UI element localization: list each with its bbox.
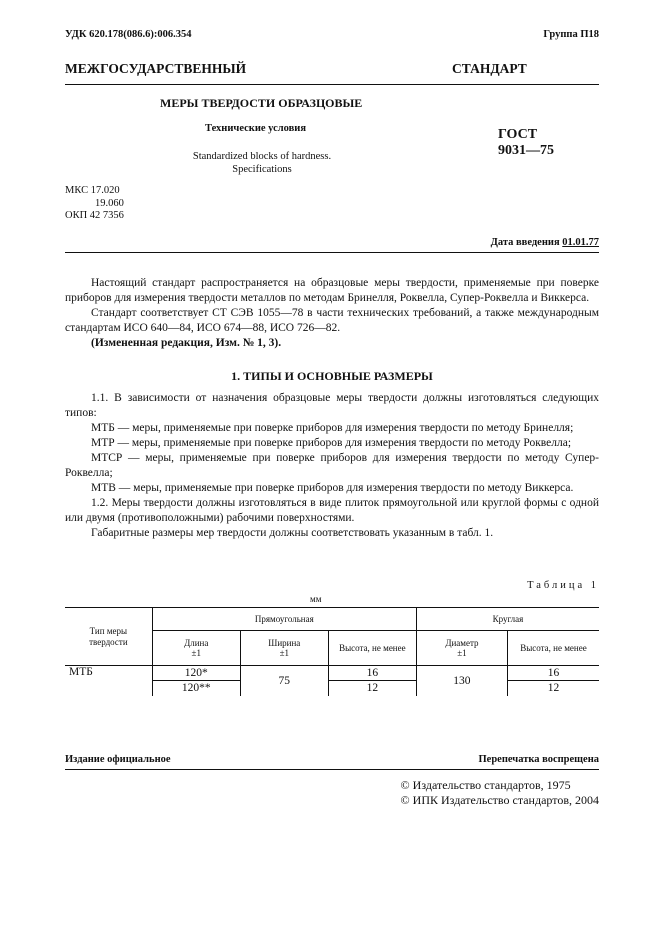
type-mtv: МТВ — меры, применяемые при поверке приборов для измерения твердости по методу Виккерса.	[91, 482, 574, 494]
cell-width: 75	[240, 666, 328, 696]
intro-edition-note: (Измененная редакция, Изм. № 1, 3).	[91, 337, 282, 349]
classification-codes	[65, 185, 124, 223]
effective-date	[491, 237, 599, 248]
effective-date-label: Дата введения	[490, 237, 560, 248]
effective-date-value: 01.01.77	[562, 237, 599, 248]
intro-paragraph-compliance: Стандарт соответствует СТ СЭВ 1055—78 в части технических требований, а также международным стандартам ИСО 640—84, ИСО 674—88, ИСО 726—82.	[65, 307, 599, 334]
gost-designation	[498, 127, 554, 159]
cell-height-1: 16	[328, 666, 416, 681]
english-title-line1: Standardized blocks of hardness.	[192, 151, 332, 162]
english-title	[182, 150, 342, 176]
copyright-1975: © Издательство стандартов, 1975	[400, 778, 571, 792]
standard-banner	[65, 61, 599, 77]
header-round: Круглая	[416, 608, 599, 631]
cell-round-height-1: 16	[507, 666, 599, 681]
header-length: Длина ±1	[152, 631, 240, 666]
intro-text	[65, 276, 599, 351]
reprint-prohibited: Перепечатка воспрещена	[478, 754, 599, 765]
dimensions-table	[65, 607, 599, 696]
cell-type: МТБ	[69, 666, 93, 678]
cell-length-1: 120*	[152, 666, 240, 681]
type-mtsr: МТСР — меры, применяемые при поверке приборов для измерения твердости по методу Супер-Роквелла;	[65, 452, 599, 479]
table-unit: мм	[310, 594, 322, 604]
clause-1-2: 1.2. Меры твердости должны изготовляться в виде плиток прямоугольной или круглой формы с одной или двумя (противоположными) рабочими поверхностями.	[65, 497, 599, 524]
copyright-2004: © ИПК Издательство стандартов, 2004	[400, 793, 599, 807]
header-rectangular: Прямоугольная	[152, 608, 416, 631]
cell-height-2: 12	[328, 681, 416, 696]
english-title-line2: Specifications	[232, 164, 292, 175]
header-rule	[65, 84, 599, 85]
section-heading: 1. ТИПЫ И ОСНОВНЫЕ РАЗМЕРЫ	[231, 369, 433, 383]
copyright-block	[401, 778, 599, 808]
header-height: Высота, не менее	[328, 631, 416, 666]
section-text	[65, 391, 599, 541]
dimensions-note: Габаритные размеры мер твердости должны соответствовать указанным в табл. 1.	[91, 527, 494, 539]
header-round-height: Высота, не менее	[507, 631, 599, 666]
gost-label: ГОСТ	[498, 127, 538, 142]
date-rule	[65, 252, 599, 253]
mks-code-1: МКС 17.020	[65, 185, 120, 196]
group-code: Группа П18	[543, 29, 599, 40]
udk-code: УДК 620.178(086.6):006.354	[65, 29, 192, 40]
mks-code-2: 19.060	[95, 197, 124, 209]
table-row	[65, 666, 599, 681]
banner-word-standard: СТАНДАРТ	[452, 61, 527, 76]
header-diameter: Диаметр ±1	[416, 631, 507, 666]
official-edition: Издание официальное	[65, 754, 171, 765]
okp-code: ОКП 42 7356	[65, 210, 124, 221]
type-mtb: МТБ — меры, применяемые при поверке приборов для измерения твердости по методу Бринелля;	[91, 422, 574, 434]
gost-number: 9031—75	[498, 143, 554, 158]
cell-diameter: 130	[416, 666, 507, 696]
cell-round-height-2: 12	[507, 681, 599, 696]
footer-rule	[65, 769, 599, 770]
cell-length-2: 120**	[152, 681, 240, 696]
type-mtr: МТР — меры, применяемые при поверке приборов для измерения твердости по методу Роквелла;	[91, 437, 572, 449]
document-title: МЕРЫ ТВЕРДОСТИ ОБРАЗЦОВЫЕ	[160, 96, 363, 110]
intro-paragraph-scope: Настоящий стандарт распространяется на образцовые меры твердости, применяемые при поверке приборов для измерения твердости металлов по методам Бринелля, Роквелла, Супер-Роквелла и Виккерса.	[65, 277, 599, 304]
banner-word-interstate: МЕЖГОСУДАРСТВЕННЫЙ	[65, 61, 247, 76]
clause-1-1: 1.1. В зависимости от назначения образцовые меры твердости должны изготовляться следующих типов:	[65, 392, 599, 419]
table-caption: Таблица 1	[527, 580, 599, 591]
header-width: Ширина ±1	[240, 631, 328, 666]
header-type: Тип меры твердости	[65, 608, 152, 666]
document-subtitle: Технические условия	[205, 123, 307, 134]
